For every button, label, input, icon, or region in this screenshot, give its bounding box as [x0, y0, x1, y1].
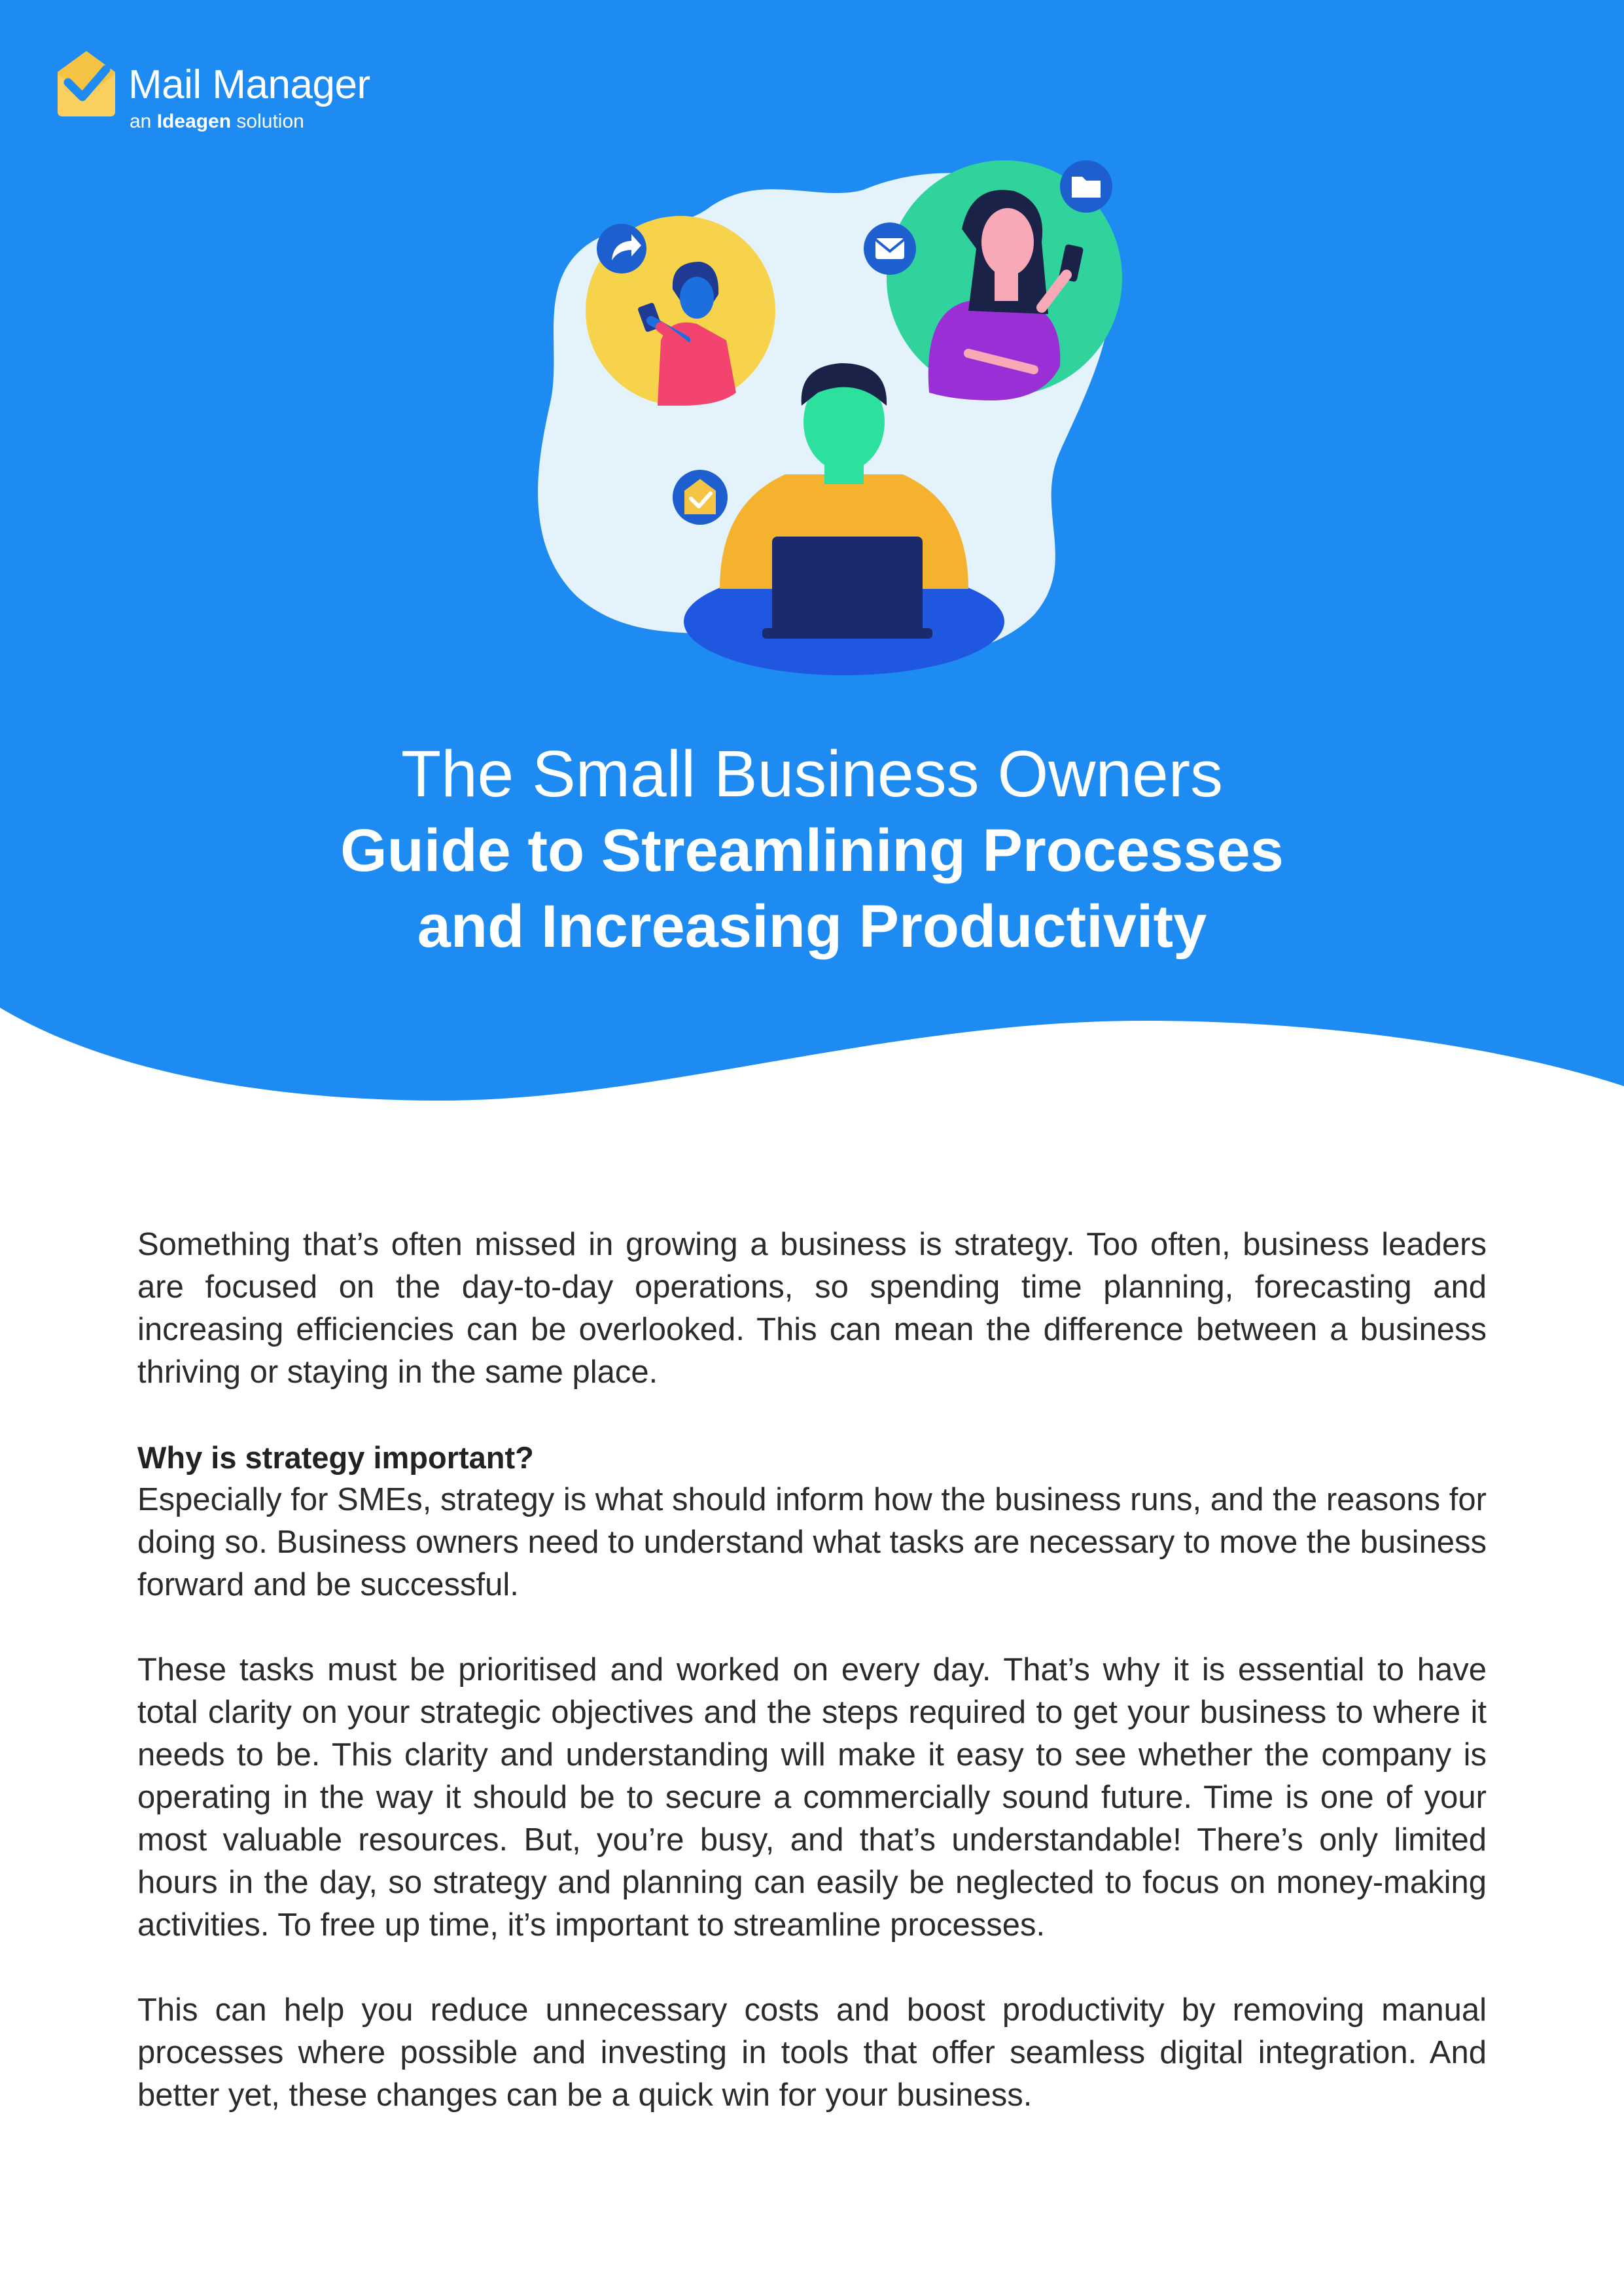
section-heading: Why is strategy important?: [137, 1440, 534, 1475]
paragraph-tasks: These tasks must be prioritised and worked on every day. That’s why it is essential to have total clarity on your strategic objectives and the steps required to get your business to where it needs to be. This clarity and understanding will make it easy to see whether the company is operating in the way it should be to secure a commercially sound future. Time is one of your most valuable resources. But, you’re busy, and that’s understandable! There’s only limited hours in the day, so strategy and planning can easily be neglected to focus on money-making activities. To free up time, it’s important to streamline processes.: [137, 1652, 1487, 1943]
page-title: [0, 735, 1624, 964]
title-line-1: The Small Business Owners: [400, 737, 1223, 811]
title-line-3: and Increasing Productivity: [417, 893, 1207, 960]
mail-manager-logo-icon: [54, 48, 119, 120]
brand-tagline: an Ideagen solution: [130, 111, 304, 132]
paragraph-costs: This can help you reduce unnecessary costs and boost productivity by removing manual processes where possible and investing in tools that offer seamless digital integration. And better yet, these changes can be a quick win for your business.: [137, 1992, 1487, 2113]
brand-name: Mail Manager: [128, 62, 370, 107]
brand-logo: [54, 48, 420, 140]
title-line-2: Guide to Streamlining Processes: [340, 817, 1284, 884]
paragraph-strategy: Especially for SMEs, strategy is what should inform how the business runs, and the reasons for doing so. Business owners need to understand what tasks are necessary to move the business forward and be successful.: [137, 1482, 1487, 1602]
paragraph-intro: Something that’s often missed in growing a business is strategy. Too often, business leaders are focused on the day-to-day operations, so spending time planning, forecasting and increasing efficiencies can be overlooked. This can mean the difference between a business thriving or staying in the same place.: [137, 1227, 1487, 1390]
hero-illustration: [510, 144, 1152, 694]
body-text: [137, 1224, 1487, 2159]
